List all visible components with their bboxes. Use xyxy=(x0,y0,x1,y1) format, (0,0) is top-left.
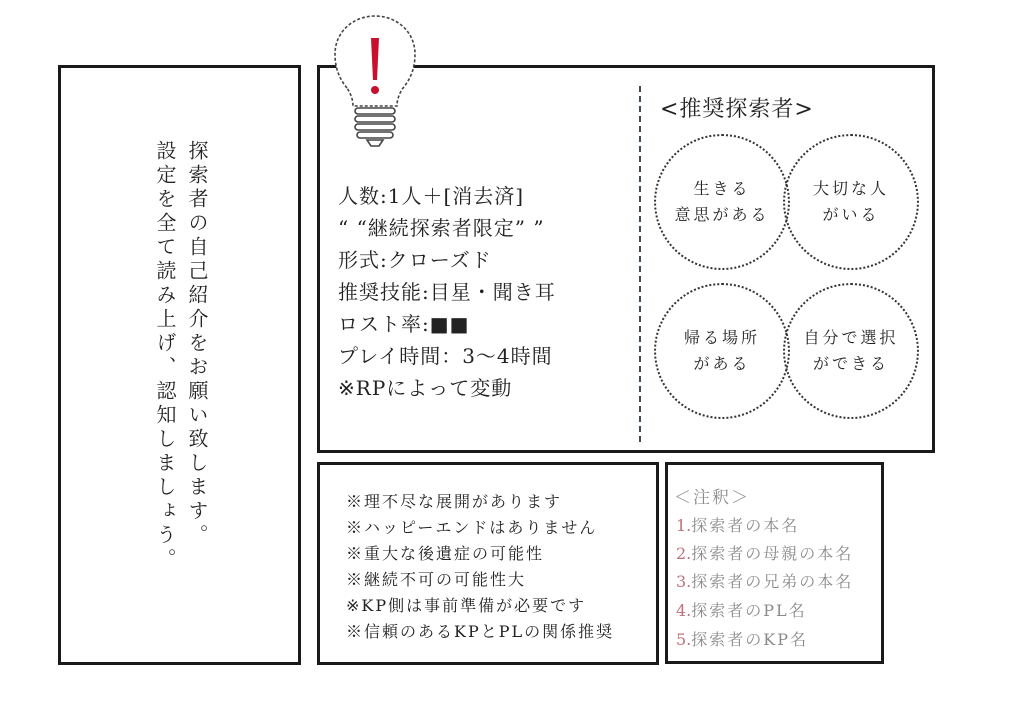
lightbulb-icon xyxy=(333,14,417,148)
intro-text-line-2: 設定を全て読み上げ、認知しましょう。 xyxy=(153,140,177,572)
annotations-title: ＜注釈＞ xyxy=(674,488,750,508)
recommended-circle-place-to-return: 帰る場所 がある xyxy=(654,283,790,419)
note-item: ※重大な後遺症の可能性 xyxy=(346,544,545,563)
recommended-circle-own-choice: 自分で選択 ができる xyxy=(783,283,919,419)
recommended-circle-will-to-live: 生きる 意思がある xyxy=(654,134,790,270)
intro-text-line-1: 探索者の自己紹介をお願い致します。 xyxy=(185,140,209,548)
info-recommended-skills: 推奨技能:目星・聞き耳 xyxy=(338,280,556,304)
annotation-item: 1.探索者の本名 xyxy=(676,516,800,535)
recommended-circle-loved-one: 大切な人 がいる xyxy=(783,134,919,270)
recommended-investigator-title: <推奨探索者> xyxy=(660,97,814,122)
info-lost-rate: ロスト率:■■ xyxy=(338,312,470,336)
dashed-divider xyxy=(639,86,641,442)
annotation-item: 5.探索者のKP名 xyxy=(676,630,808,649)
annotation-item: 4.探索者のPL名 xyxy=(676,601,807,620)
info-continuation-only: “ “継続探索者限定” ” xyxy=(338,216,545,240)
note-item: ※ハッピーエンドはありません xyxy=(346,518,598,537)
intro-panel xyxy=(58,65,301,665)
info-play-time: プレイ時間：3〜4時間 xyxy=(338,344,553,368)
note-item: ※継続不可の可能性大 xyxy=(346,570,527,589)
info-rp-note: ※RPによって変動 xyxy=(338,376,513,400)
note-item: ※信頼のあるKPとPLの関係推奨 xyxy=(346,622,615,641)
warnings-panel xyxy=(317,462,659,665)
annotations-panel xyxy=(665,462,884,664)
info-format: 形式:クローズド xyxy=(338,248,492,272)
annotation-item: 2.探索者の母親の本名 xyxy=(676,544,854,563)
note-item: ※理不尽な展開があります xyxy=(346,492,563,511)
note-item: ※KP側は事前準備が必要です xyxy=(346,596,587,615)
annotation-item: 3.探索者の兄弟の本名 xyxy=(676,572,854,591)
info-players: 人数:1人＋[消去済] xyxy=(338,184,525,208)
